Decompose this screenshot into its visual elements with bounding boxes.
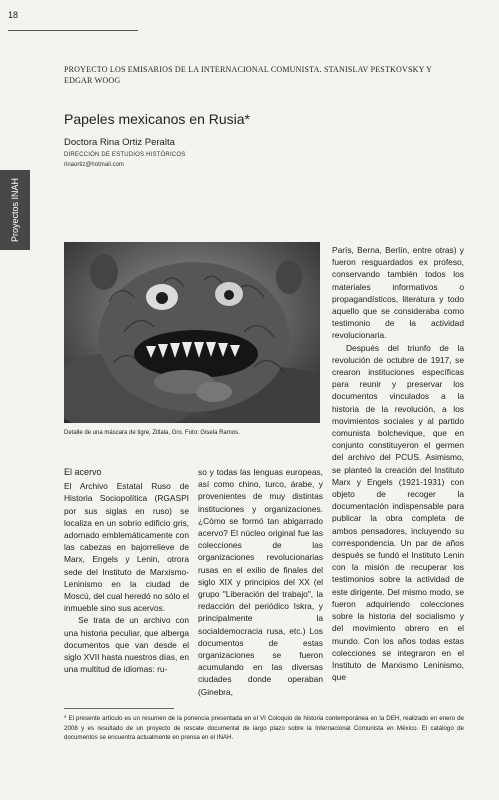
photo-caption: Detalle de una máscara de tigre, Zitlala, Gro. Foto: Gisela Ramos. [64,430,240,436]
article-column-2 [198,466,323,698]
paragraph: so y todas las lenguas europeas, así como chino, turco, árabe, y provenientes de muy distintas instituciones y organizaciones. ¿Cómo se formó tan abigarrado acervo? El núcleo original fue las colecciones de las organizaciones revolucionarias rusas en el exilio de finales del siglo XIX y principios del XX (el grupo "Liberación del trabajo", la redacción del periódico Iskra, y principalmente la socialdemocracia rusa, etc.) Los documentos de estas organizaciones se fueron acumulando en las diversas ciudades donde operaban (Ginebra, [198,467,323,697]
paragraph: Se trata de un archivo con una historia peculiar, que alberga documentos que van desde el siglo XVII hasta nuestros días, en una multitud de idiomas: ru- [64,615,189,675]
side-tab-label: Proyectos INAH [10,177,20,243]
top-rule [8,30,138,31]
article-column-3 [332,244,464,683]
paragraph: El Archivo Estatal Ruso de Historia Sociopolítica (RGASPI por sus siglas en ruso) se localiza en un sobrio edificio gris, adornado emblemáticamente con las cabezas en bajorrelieve de Marx, Engels y Lenin, otrora sede del Instituto de Marxismo-Leninismo en la ciudad de Moscú, del cual heredó no sólo el inmueble sino sus acervos. [64,481,189,614]
footnote-rule [64,708,174,709]
running-header-line2: EDGAR WOOG [64,76,121,85]
running-header-line1: PROYECTO LOS EMISARIOS DE LA INTERNACIONAL COMUNISTA. STANISLAV PESTKOVSKY Y [64,65,433,74]
tiger-mask-photo [64,242,320,423]
page-number: 18 [8,10,19,20]
section-heading: El acervo [64,467,102,477]
article-column-1 [64,466,189,675]
paragraph: París, Berna, Berlín, entre otras) y fueron resguardados ex profeso, conservando también todos los materiales informativos o propagandísticos, literatura y todo aquello que se consideraba como testimonio de la actividad revolucionaria. [332,245,464,341]
article-title: Papeles mexicanos en Rusia* [64,111,250,127]
author-affiliation: DIRECCIÓN DE ESTUDIOS HISTÓRICOS [64,152,186,158]
section-side-tab [0,170,30,250]
footnote: * El presente artículo es un resumen de la ponencia presentada en el VI Coloquio de historia contemporánea en la DEH, realizado en enero de 2008 y es resultado de un proyecto de rescate documental de largo plazo sobre la Internacional Comunista en México. El catálogo de documentos se encuentra actualmente en prensa en el INAH. [64,715,464,741]
author-name: Doctora Rina Ortiz Peralta [64,137,175,148]
paragraph: Después del triunfo de la revolución de octubre de 1917, se crearon instituciones específicas para reunir y preservar los documentos vinculados a la historia de la revolución, a los movimientos sociales y al partido comunista bolchevique, que en conjunto constituyeron el germen del archivo del PCUS. Asimismo, se planteó la creación del Instituto Marx y Engels (1921-1931) con objeto de recoger la documentación indispensable para publicar la obra completa de ambos pensadores, incluyendo su correspondencia. Un par de años después se fundó el Instituto Lenin con la misión de recuperar los testimonios sobre la actividad de este dirigente. Del mismo modo, se fueron adquiriendo colecciones sobre la historia del socialismo y del movimiento obrero en el mundo. Con los años todas estas colecciones se integraron en el Instituto de Marxismo Leninismo, que [332,342,464,683]
author-email: rinaortiz@hotmail.com [64,162,124,168]
